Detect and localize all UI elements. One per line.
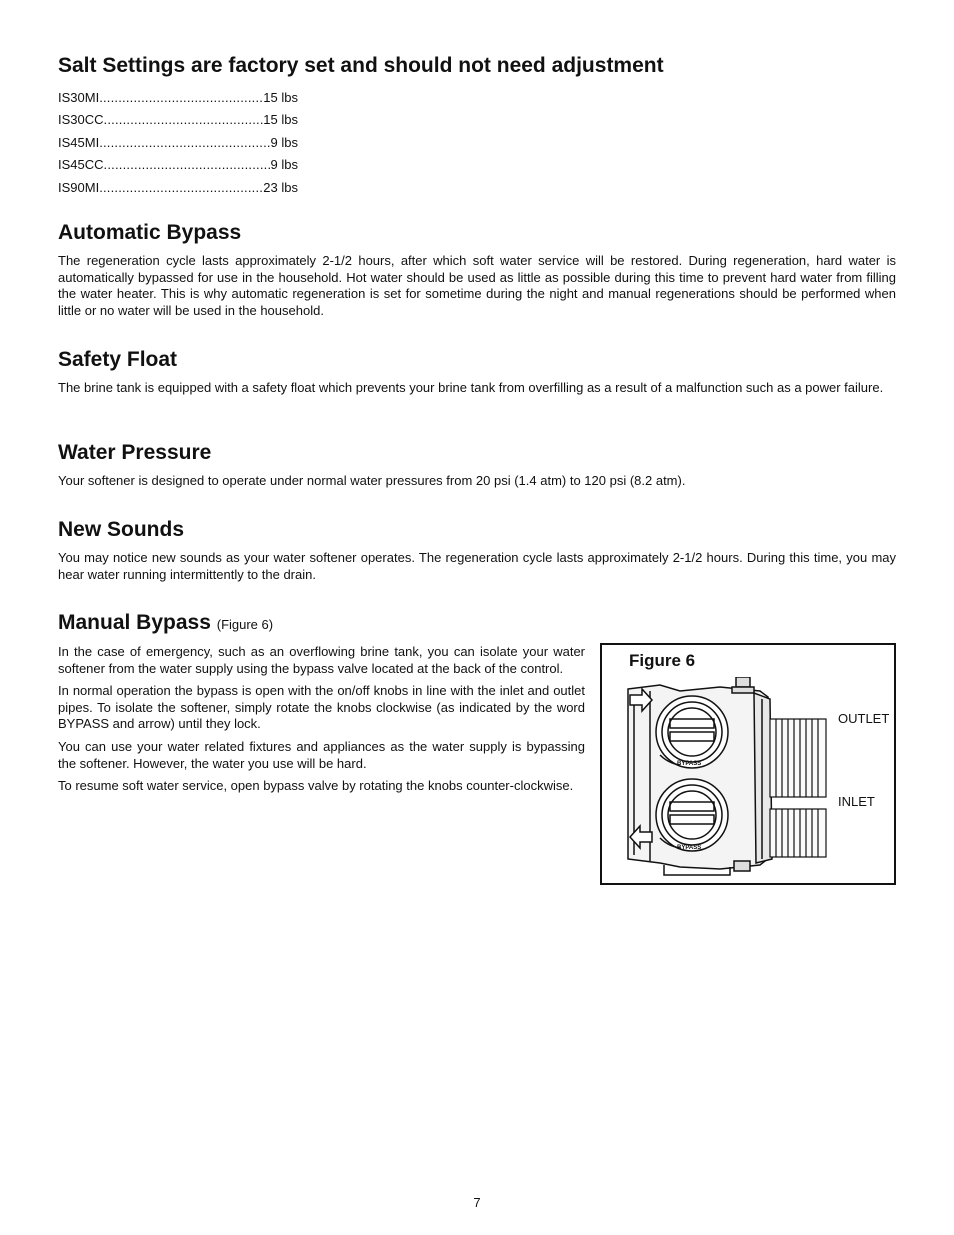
salt-row [58, 109, 298, 132]
page-number: 7 [473, 1195, 481, 1210]
salt-model: IS30MI [58, 89, 100, 105]
salt-value: 23 lbs [263, 179, 298, 195]
new-sounds-heading: New Sounds [58, 518, 185, 541]
water-pressure-heading: Water Pressure [58, 441, 212, 464]
knob-label-lower: BYPASS [677, 845, 702, 851]
manual-bypass-paragraph: In the case of emergency, such as an overflowing brine tank, you can isolate your water softener from the water supply using the bypass valve located at the back of the control. [58, 644, 585, 676]
figure-title: Figure 6 [629, 651, 696, 670]
salt-row [58, 86, 298, 109]
manual-bypass-body [58, 644, 585, 801]
manual-bypass-title: Manual Bypass [58, 611, 211, 634]
leader-dots [99, 180, 263, 195]
salt-model: IS45CC [58, 157, 104, 173]
salt-row [58, 131, 298, 154]
inlet-pipe [770, 809, 826, 857]
salt-value: 15 lbs [263, 112, 298, 128]
salt-row [58, 154, 298, 177]
salt-row [58, 176, 298, 199]
new-sounds-text: You may notice new sounds as your water softener operates. The regeneration cycle lasts approximately 2-1/2 hours. During this time, you may hear water running intermittently to the drain. [58, 550, 896, 582]
salt-settings-list [58, 86, 298, 199]
outlet-label: OUTLET [838, 711, 890, 726]
manual-bypass-paragraph: In normal operation the bypass is open with the on/off knobs in line with the inlet and outlet pipes. To isolate the softener, simply rotate the knobs clockwise (as indicated by the word BYPASS and arrow) until they lock. [58, 683, 585, 732]
salt-settings-heading: Salt Settings are factory set and should not need adjustment [58, 54, 664, 77]
automatic-bypass-text: The regeneration cycle lasts approximately 2-1/2 hours, after which soft water service will be restored. During regeneration, hard water is automatically bypassed for use in the household. Hot water should be used as little as possible during this time to prevent hard water from filling the water heater. This is why automatic regeneration is set for sometime during the night and manual regenerations should be performed when little or no water will be used in the household. [58, 253, 896, 318]
knob-label-upper: BYPASS [677, 761, 702, 767]
leader-dots [104, 112, 264, 127]
figure-reference: (Figure 6) [216, 617, 274, 632]
outlet-pipe [770, 719, 826, 797]
safety-float-heading: Safety Float [58, 348, 178, 371]
salt-model: IS45MI [58, 134, 100, 150]
leader-dots [99, 90, 263, 105]
salt-value: 15 lbs [263, 89, 298, 105]
leader-dots [104, 157, 271, 172]
manual-bypass-heading [58, 611, 273, 635]
salt-model: IS90MI [58, 179, 100, 195]
manual-bypass-paragraph: You can use your water related fixtures and appliances as the water supply is bypassing the softener. However, the water you use will be hard. [58, 738, 585, 771]
upper-knob [656, 696, 728, 768]
salt-value: 9 lbs [270, 134, 298, 150]
automatic-bypass-heading: Automatic Bypass [58, 221, 242, 244]
salt-model: IS30CC [58, 112, 104, 128]
salt-value: 9 lbs [270, 157, 298, 173]
water-pressure-text: Your softener is designed to operate under normal water pressures from 20 psi (1.4 atm) to 120 psi (8.2 atm). [58, 473, 686, 488]
leader-dots [99, 135, 270, 150]
manual-bypass-paragraph: To resume soft water service, open bypass valve by rotating the knobs counter-clockwise. [58, 778, 574, 794]
bypass-valve-illustration [620, 677, 830, 882]
lower-knob [656, 779, 728, 851]
inlet-label: INLET [838, 794, 875, 809]
figure-6-box [600, 643, 896, 885]
safety-float-text: The brine tank is equipped with a safety float which prevents your brine tank from overfilling as a result of a malfunction such as a power failure. [58, 380, 884, 395]
